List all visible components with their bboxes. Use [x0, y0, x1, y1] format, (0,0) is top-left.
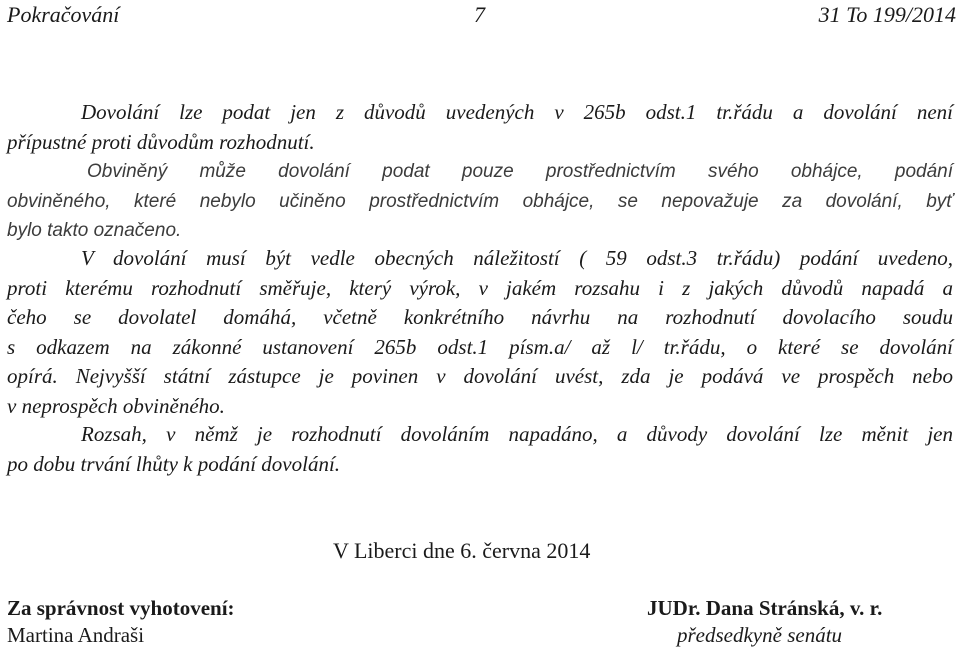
paragraph-line: opírá. Nejvyšší státní zástupce je povinen v dovolání uvést, zda je podává ve prospěch nebo [7, 364, 953, 388]
paragraph-line: Obviněný může dovolání podat pouze prostřednictvím svého obhájce, podání [87, 161, 953, 182]
paragraph-line: proti kterému rozhodnutí směřuje, který výrok, v jakém rozsahu i z jakých důvodů napadá a [7, 275, 953, 300]
page-number: 7 [474, 2, 485, 27]
paragraph-line: v neprospěch obviněného. [7, 393, 225, 418]
signature-date: V Liberci dne 6. června 2014 [333, 538, 591, 563]
header-continuation-label: Pokračování [7, 2, 120, 27]
paragraph-line: Dovolání lze podat jen z důvodů uvedených v 265b odst.1 tr.řádu a dovolání není [81, 100, 953, 124]
paragraph-line: přípustné proti důvodům rozhodnutí. [7, 129, 315, 154]
judge-name: JUDr. Dana Stránská, v. r. [647, 596, 883, 620]
certifier-name: Martina Andraši [7, 623, 145, 647]
file-number: 31 To 199/2014 [818, 2, 956, 27]
paragraph-appeal-content [7, 244, 953, 421]
paragraph-line: obviněného, které nebylo učiněno prostřednictvím obhájce, se nepovažuje za dovolání, byť [7, 190, 953, 212]
paragraph-line: po dobu trvání lhůty k podání dovolání. [7, 451, 341, 476]
paragraph-line: V dovolání musí být vedle obecných náležitostí ( 59 odst.3 tr.řádu) podání uvedeno, [81, 246, 953, 270]
paragraph-line: bylo takto označeno. [7, 220, 182, 241]
judge-role: předsedkyně senátu [677, 623, 843, 647]
paragraph-line: čeho se dovolatel domáhá, včetně konkrétního návrhu na rozhodnutí dovolacího soudu [7, 305, 953, 329]
certification-label: Za správnost vyhotovení: [7, 596, 235, 620]
paragraph-appeal-grounds [7, 98, 953, 157]
paragraph-line: s odkazem na zákonné ustanovení 265b odst.1 písm.a/ až l/ tr.řádu, o které se dovolání [7, 334, 953, 359]
paragraph-defense-counsel [7, 157, 953, 246]
paragraph-line: Rozsah, v němž je rozhodnutí dovoláním napadáno, a důvody dovolání lze měnit jen [81, 422, 953, 446]
paragraph-scope-change [7, 420, 953, 479]
